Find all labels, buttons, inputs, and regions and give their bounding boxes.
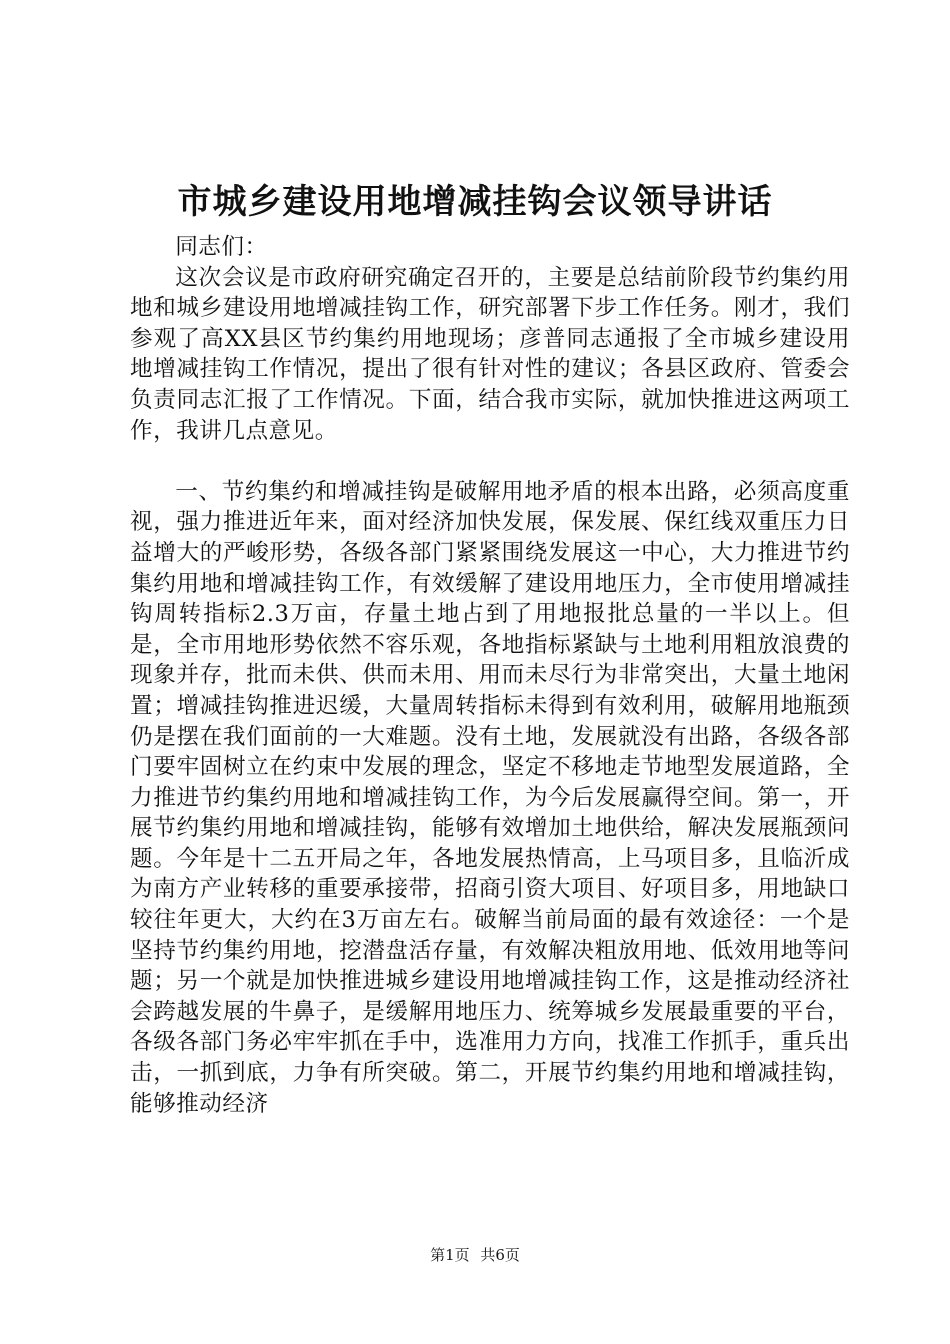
paragraph-section-one: 一、节约集约和增减挂钩是破解用地矛盾的根本出路，必须高度重视，强力推进近年来，面对经济加快发展，保发展、保红线双重压力日益增大的严峻形势，各级各部门紧紧围绕发展这一中心，大力推进节约集约用地和增减挂钩工作，有效缓解了建设用地压力，全市使用增减挂钩周转指标2.3万亩，存量土地占到了用地报批总量的一半以上。但是，全市用地形势依然不容乐观，各地指标紧缺与土地利用粗放浪费的现象并存，批而未供、供而未用、用而未尽行为非常突出，大量土地闲置；增减挂钩推进迟缓，大量周转指标未得到有效利用，破解用地瓶颈仍是摆在我们面前的一大难题。没有土地，发展就没有出路，各级各部门要牢固树立在约束中发展的理念，坚定不移地走节地型发展道路，全力推进节约集约用地和增减挂钩工作，为今后发展赢得空间。第一，开展节约集约用地和增减挂钩，能够有效增加土地供给，解决发展瓶颈问题。今年是十二五开局之年，各地发展热情高，上马项目多，且临沂成为南方产业转移的重要承接带，招商引资大项目、好项目多，用地缺口较往年更大，大约在3万亩左右。破解当前局面的最有效途径：一个是坚持节约集约用地，挖潜盘活存量，有效解决粗放用地、低效用地等问题；另一个就是加快推进城乡建设用地增减挂钩工作，这是推动经济社会跨越发展的牛鼻子，是缓解用地压力、统筹城乡发展最重要的平台，各级各部门务必牢牢抓在手中，选准用力方向，找准工作抓手，重兵出击，一抓到底，力争有所突破。第二，开展节约集约用地和增减挂钩，能够推动经济 <box>130 478 850 1117</box>
page-number: 第1页 <box>430 1246 470 1264</box>
page-footer <box>0 1244 950 1266</box>
paragraph-spacer <box>130 446 850 477</box>
document-body <box>130 232 850 1119</box>
page-total: 共6页 <box>480 1246 520 1264</box>
document-title: 市城乡建设用地增减挂钩会议领导讲话 <box>177 182 773 222</box>
paragraph-intro: 这次会议是市政府研究确定召开的，主要是总结前阶段节约集约用地和城乡建设用地增减挂钩工作，研究部署下步工作任务。刚才，我们参观了高XX县区节约集约用地现场；彦普同志通报了全市城乡建设用地增减挂钩工作情况，提出了很有针对性的建议；各县区政府、管委会负责同志汇报了工作情况。下面，结合我市实际，就加快推进这两项工作，我讲几点意见。 <box>130 264 850 444</box>
salutation: 同志们： <box>175 234 268 260</box>
